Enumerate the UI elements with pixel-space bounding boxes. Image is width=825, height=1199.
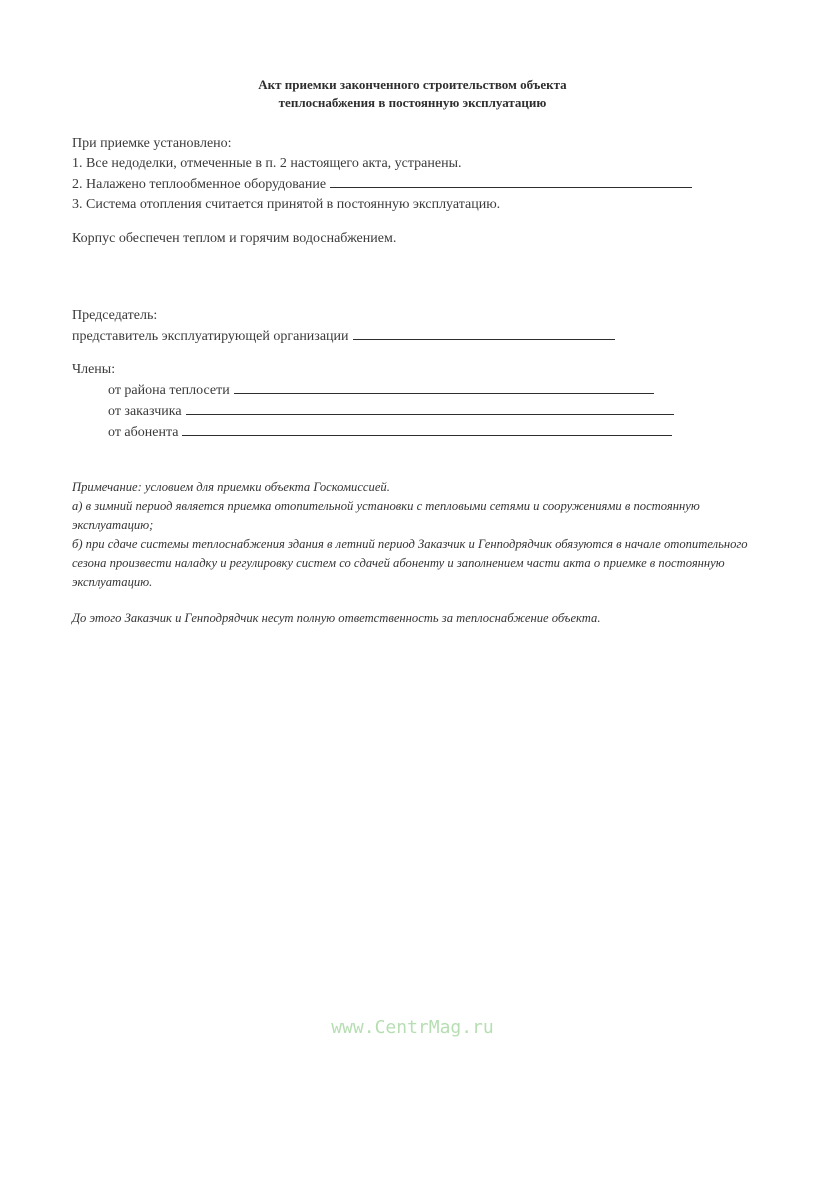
member-subscriber-label: от абонента	[108, 425, 179, 440]
note-item-b: б) при сдаче системы теплоснабжения здания в летний период Заказчик и Генподрядчик обязуются в начале отопительного сезона произвести наладку и регулировку систем со сдачей абоненту и заполнением части акта о приемке в постоянную эксплуатацию.	[72, 537, 748, 589]
member-district-label: от района теплосети	[108, 383, 230, 398]
note-final: До этого Заказчик и Генподрядчик несут полную ответственность за теплоснабжение объекта.	[72, 611, 601, 625]
findings-item-2-row	[72, 174, 692, 195]
member-customer-label: от заказчика	[108, 404, 182, 419]
chairman-signature-line	[353, 326, 615, 340]
member-customer-line	[186, 401, 674, 415]
findings-item-1: 1. Все недоделки, отмеченные в п. 2 настоящего акта, устранены.	[72, 156, 462, 171]
note-section	[72, 478, 752, 628]
member-subscriber-row	[72, 422, 674, 443]
equipment-blank-line	[330, 174, 692, 188]
chairman-section	[72, 306, 615, 347]
corpus-statement: Корпус обеспечен теплом и горячим водоснабжением.	[72, 231, 397, 246]
members-section	[72, 360, 674, 443]
chairman-row	[72, 326, 615, 347]
member-district-row	[72, 380, 674, 401]
members-heading: Члены:	[72, 362, 116, 377]
findings-section	[72, 134, 692, 215]
chairman-label: представитель эксплуатирующей организации	[72, 329, 349, 344]
member-customer-row	[72, 401, 674, 422]
chairman-heading: Председатель:	[72, 308, 158, 323]
findings-item-2: 2. Налажено теплообменное оборудование	[72, 177, 327, 192]
member-subscriber-line	[182, 422, 672, 436]
document-title	[0, 76, 825, 112]
note-item-a: а) в зимний период является приемка отопительной установки с тепловыми сетями и сооружениями в постоянную эксплуатацию;	[72, 499, 700, 532]
title-line-1: Акт приемки законченного строительством объекта	[258, 77, 567, 92]
note-heading: Примечание: условием для приемки объекта Госкомиссией.	[72, 480, 390, 494]
member-district-line	[234, 380, 654, 394]
findings-item-3: 3. Система отопления считается принятой в постоянную эксплуатацию.	[72, 197, 501, 212]
title-line-2: теплоснабжения в постоянную эксплуатацию	[278, 95, 547, 110]
watermark: www.CentrMag.ru	[331, 1017, 494, 1038]
findings-heading: При приемке установлено:	[72, 136, 232, 151]
